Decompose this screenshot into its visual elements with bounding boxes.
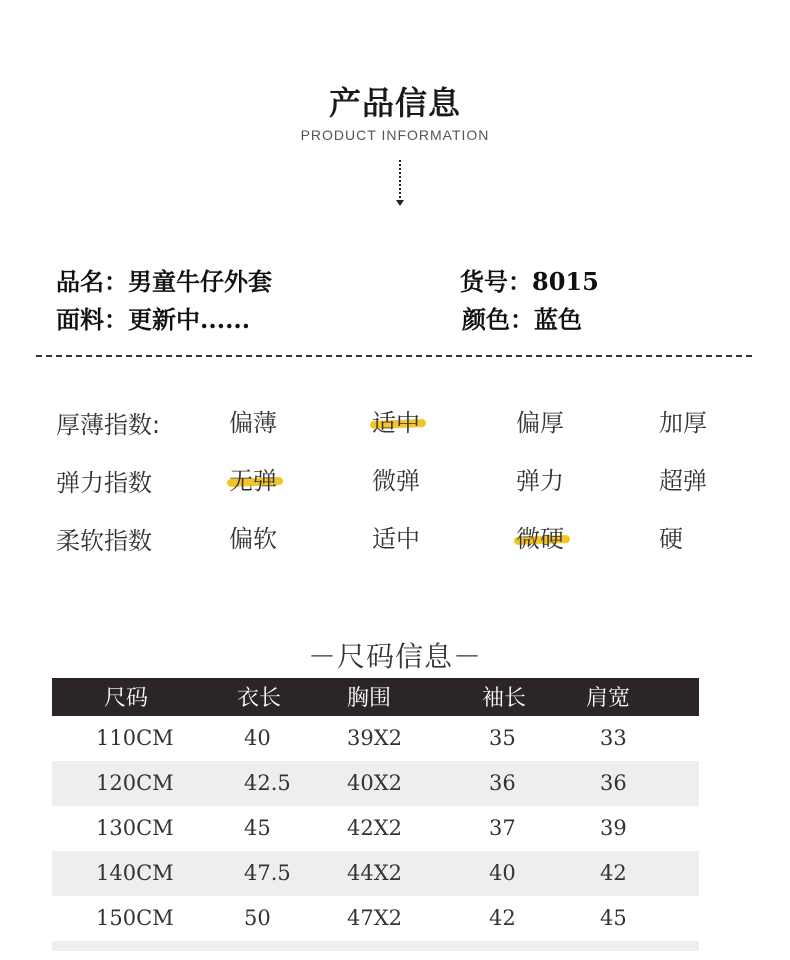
table-cell: 120CM [96,771,174,795]
index-option: 加厚 [659,409,707,437]
index-option-selected: 微硬 [516,519,564,554]
table-cell: 36 [489,771,516,795]
fabric [56,300,250,335]
column-header: 袖长 [482,686,527,711]
dotted-arrow-down-icon [394,160,406,210]
index-option: 偏薄 [229,409,277,437]
table-cell: 150CM [96,906,174,930]
table-cell: 39X2 [347,726,403,750]
item-number [460,262,599,297]
index-option: 适中 [372,525,420,553]
table-cell: 37 [489,816,516,840]
index-label: 柔软指数 [56,527,152,555]
index-option-selected: 无弹 [229,461,277,496]
product-name-value: 男童牛仔外套 [128,267,272,296]
index-label: 厚薄指数: [56,411,161,439]
color-value: 蓝色 [534,305,582,334]
table-row-cut-off [52,941,699,951]
table-cell: 33 [600,726,627,750]
table-cell: 40 [244,726,271,750]
table-cell: 40 [489,861,516,885]
index-option: 弹力 [516,467,564,495]
size-table [52,678,699,951]
table-cell: 42.5 [244,771,291,795]
table-cell: 42 [489,906,516,930]
table-row [52,851,699,896]
dashed-divider [36,355,752,357]
column-header: 肩宽 [586,686,631,711]
table-cell: 110CM [96,726,174,750]
table-cell: 42X2 [347,816,403,840]
color-label: 颜色： [462,305,534,334]
index-option: 偏厚 [516,409,564,437]
table-cell: 44X2 [347,861,403,885]
table-cell: 35 [489,726,516,750]
fabric-label: 面料： [56,305,128,334]
table-cell: 130CM [96,816,174,840]
table-cell: 36 [600,771,627,795]
table-cell: 42 [600,861,627,885]
index-option: 微弹 [372,467,420,495]
index-option: 硬 [659,525,683,553]
index-option: 偏软 [229,525,277,553]
color [462,300,582,335]
table-row [52,716,699,761]
product-name [56,262,272,297]
index-option: 超弹 [659,467,707,495]
table-row [52,896,699,941]
table-row [52,806,699,851]
table-row [52,761,699,806]
item-number-label: 货号： [460,267,532,296]
product-info-subtitle: PRODUCT INFORMATION [300,127,490,143]
item-number-value: 8015 [532,267,599,296]
table-cell: 140CM [96,861,174,885]
column-header: 胸围 [347,686,392,711]
fabric-value: 更新中...... [128,305,251,334]
index-option-selected: 适中 [372,403,420,438]
table-cell: 39 [600,816,627,840]
table-cell: 45 [600,906,627,930]
table-cell: 45 [244,816,271,840]
column-header: 尺码 [104,686,149,711]
product-info-title: 产品信息 [328,84,461,122]
column-header: 衣长 [237,686,282,711]
table-cell: 50 [244,906,271,930]
size-info-title: －尺码信息－ [307,640,482,673]
table-cell: 40X2 [347,771,403,795]
product-name-label: 品名： [56,267,128,296]
index-label: 弹力指数 [56,469,152,497]
size-table-header [52,678,699,716]
table-cell: 47.5 [244,861,291,885]
table-cell: 47X2 [347,906,403,930]
